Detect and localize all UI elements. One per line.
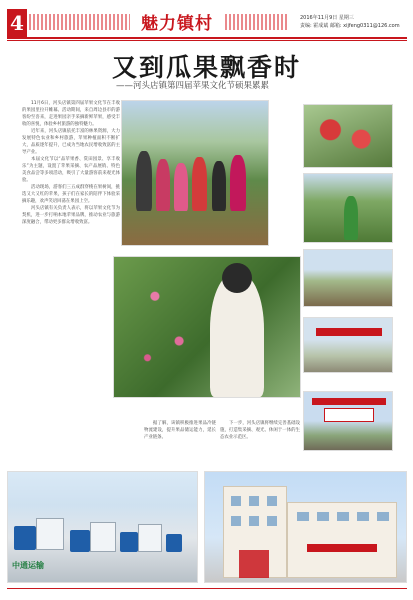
article-paragraph: 11月6日，河头店镇第四届苹果文化节在丰收的果园里拉开帷幕。活动期间，来自周边县市的游客纷至沓来，走进果园亲手采摘新鲜苹果，感受丰收的喜悦，体验乡村旅游的独特魅力。 (22, 101, 120, 127)
editor-line: 责编: 霍成斌 邮箱: xijfeng0311@126.com (300, 23, 400, 29)
article-headline: 又到瓜果飘香时 (111, 53, 301, 82)
article-paragraph: 河头店镇有关负责人表示，将以苹果文化节为契机，进一步打响本地苹果品牌，推动农业与旅游深度融合，带动更多群众增收致富。 (22, 206, 120, 225)
article-body-column-b (144, 420, 216, 470)
group-photo-orchard (121, 100, 269, 246)
section-title: 魅力镇村 (130, 9, 224, 33)
festival-stage-photo (303, 317, 393, 373)
article-paragraph: 据了解，该镇积极推进果品冷链物流建设，提升果品储运能力，延长产业链条。 (144, 421, 216, 440)
apple-picking-photo (303, 173, 393, 243)
orchard-crowd-photo (303, 249, 393, 307)
child-picking-photo (113, 256, 301, 398)
header-rule (7, 37, 407, 39)
date-line: 2016年11月9日 星期三 (300, 15, 354, 21)
article-paragraph: 本届文化节以“品苹果香、赏田园景、享丰收乐”为主题，设置了苹果采摘、农产品展销、特色美食品尝等多项活动，吸引了大量游客前来观光体验。 (22, 157, 120, 183)
article-body-column-c (220, 420, 300, 470)
article-subheadline: ——河头店镇第四届苹果文化节硕果累累 (116, 81, 270, 91)
article-paragraph: 活动现场，游客们三五成群穿梭在果树间，挑选又大又红的苹果，孩子们在家长的陪伴下体验采摘乐趣，欢声笑语回荡在果园上空。 (22, 185, 120, 204)
office-building-photo (204, 471, 407, 583)
truck-logo-text: 中通运输 (12, 561, 44, 570)
article-body-column (22, 100, 120, 430)
article-paragraph: 下一步，河头店镇将继续完善基础设施，打造集采摘、观光、休闲于一体的生态农业示范区。 (220, 421, 300, 440)
apple-closeup-photo (303, 104, 393, 168)
article-paragraph: 近年来，河头店镇依托丰富的林果资源，大力发展特色农业和乡村旅游，苹果种植面积不断扩大，品质逐年提升，已成为当地农民增收致富的主导产业。 (22, 129, 120, 155)
footer-rule (7, 588, 407, 589)
header-rule-thin (7, 40, 407, 41)
page-number: 4 (7, 9, 27, 37)
header-meta (300, 14, 408, 30)
festival-gate-photo (303, 391, 393, 451)
